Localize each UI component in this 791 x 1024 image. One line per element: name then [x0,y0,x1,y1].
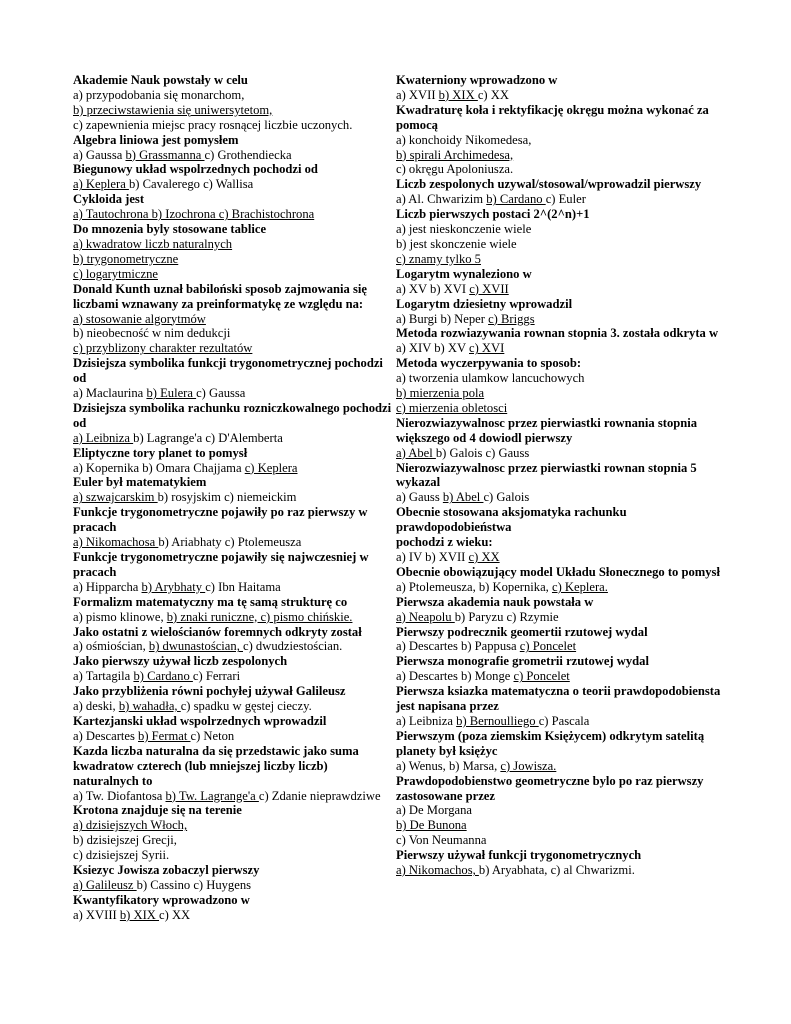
answer-line [73,207,395,222]
question-text: Nierozwiazywalnosc przez pierwiastki rownania stopnia większego od 4 dowiodl pierwszy [396,415,698,445]
answer-underlined: a) kwadratow liczb naturalnych [73,236,233,251]
question-block [73,446,395,476]
answer-text: b) Paryzu c) Rzymie [454,609,559,624]
answer-line [396,341,722,356]
answer-underlined: b) Fermat [138,728,191,743]
answer-text: c) XX [159,907,191,922]
answer-line [396,237,722,252]
question-text: Kazda liczba naturalna da się przedstawic jako suma kwadratow czterech (lub mniejszej liczby liczb) naturalnych to [73,743,359,788]
answer-text: b) rosyjskim c) niemeickim [157,490,297,505]
answer-line [73,535,395,550]
answer-line [73,833,395,848]
question-block [73,162,395,192]
answer-line [396,401,722,416]
answer-line [396,714,722,729]
question-text: Obecnie stosowana aksjomatyka rachunku prawdopodobieństwa pochodzi z wieku: [396,505,627,550]
question-text: Krotona znajduje się na terenie [73,803,242,818]
answer-underlined: a) Abel [396,445,436,460]
answer-underlined: c) Poncelet [519,639,577,654]
answer-underlined: b) Cardano [486,192,546,207]
question-text: Formalizm matematyczny ma tę samą strukturę co [73,594,348,609]
answer-line [396,282,722,297]
answer-text: c) Zdanie nieprawdziwe [258,788,381,803]
answer-underlined: c) Briggs [488,311,535,326]
answer-underlined: c) Keplera. [551,579,608,594]
answer-underlined: b) Abel [442,490,484,505]
question-block [73,73,395,133]
question-text: Pierwsza ksiazka matematyczna o teorii prawdopodobiensta jest napisana przez [396,684,721,714]
answer-text: a) jest nieskonczenie wiele [396,222,532,237]
answer-text: b) nieobecność w nim dedukcji [73,326,231,341]
question-text: Euler był matematykiem [73,475,207,490]
question-text: Algebra liniowa jest pomysłem [73,132,239,147]
answer-underlined: b) przeciwstawienia się uniwersytetom, [73,102,273,117]
question-block [396,595,722,625]
answer-underlined: b) trygonometryczne [73,251,179,266]
question-block [396,654,722,684]
answer-line [396,490,722,505]
question-block [73,222,395,282]
answer-text: c) Ferrari [192,669,241,684]
answer-underlined: a) dzisiejszych Włoch, [73,818,188,833]
right-column [396,73,722,878]
answer-text: a) Gauss [396,490,443,505]
question-block [73,505,395,550]
question-text: Dzisiejsza symbolika funkcji trygonometrycznej pochodzi od [73,356,383,386]
answer-text: a) Kopernika b) Omara Chajjama [73,460,245,475]
answer-line [73,237,395,252]
question-text: Pierwszym (poza ziemskim Księżycem) odkrytym satelitą planety był księżyc [396,728,705,758]
answer-line [396,312,722,327]
answer-line [396,162,722,177]
answer-text: a) XV b) XVI [396,281,470,296]
question-block [73,595,395,625]
question-block [73,133,395,163]
answer-line [396,610,722,625]
answer-line [396,446,722,461]
answer-text: a) Wenus, b) Marsa, [396,758,501,773]
answer-line [73,669,395,684]
answer-line [396,148,722,163]
question-block [396,297,722,327]
answer-line [396,133,722,148]
answer-line [396,222,722,237]
question-text: Ksiezyc Jowisza zobaczyl pierwszy [73,863,260,878]
question-text: Do mnozenia byly stosowane tablice [73,222,267,237]
answer-underlined: b) XIX [438,87,478,102]
question-text: Logarytm dziesietny wprowadzil [396,296,573,311]
answer-line [396,252,722,267]
answer-text: b) Galois c) Gauss [435,445,530,460]
answer-underlined: c) XX [468,550,500,564]
question-text: Liczb zespolonych uzywal/stosowal/wprowadzil pierwszy [396,177,702,192]
question-block [396,416,722,461]
answer-line [396,803,722,818]
answer-text: a) De Morgana [396,803,472,818]
answer-text: c) Galois [483,490,530,505]
question-text: Prawdopodobienstwo geometryczne bylo po raz pierwszy zastosowane przez [396,773,704,803]
question-text: Biegunowy układ wspolrzednych pochodzi od [73,162,318,177]
answer-underlined: b) De Bunona [396,818,467,833]
answer-text: c) dzisiejszej Syrii. [73,848,170,863]
answer-text: c) Neton [190,728,235,743]
answer-underlined: a) Nikomachos, [396,863,479,878]
answer-underlined: c) XVI [469,341,505,356]
answer-underlined: a) Galileusz [73,877,137,892]
answer-text: c) dwudziestościan. [243,639,343,654]
question-block [396,684,722,729]
answer-line [73,699,395,714]
answer-text: a) XVIII [73,907,120,922]
answer-text: c) XX [477,87,509,102]
answer-text: a) ośmiościan, [73,639,149,654]
question-block [396,326,722,356]
question-text: Funkcje trygonometryczne pojawiły po raz pierwszy w pracach [73,505,368,535]
question-text: Metoda rozwiazywania rownan stopnia 3. została odkryta w [396,326,719,341]
question-text: Funkcje trygonometryczne pojawiły się najwczesniej w pracach [73,550,369,579]
question-block [73,803,395,863]
question-block [396,73,722,103]
answer-line [396,550,722,565]
answer-line [396,833,722,848]
answer-line [73,818,395,833]
question-block [73,550,395,595]
answer-line [73,148,395,163]
answer-text: a) Gaussa [73,147,126,162]
question-block [73,744,395,804]
answer-text: c) Grothendiecka [204,147,292,162]
answer-line [73,848,395,863]
answer-line [73,789,395,804]
answer-line [73,88,395,103]
answer-text: a) deski, [73,699,119,714]
answer-line [396,818,722,833]
question-block [73,625,395,655]
answer-line [73,118,395,133]
answer-text: c) spadku w gęstej cieczy. [180,699,312,714]
answer-text: c) zapewnienia miejsc pracy rosnącej liczbie uczonych. [73,117,353,132]
answer-underlined: b) Cardano [133,669,193,684]
answer-text: a) pismo klinowe, [73,609,167,624]
answer-text: b) Aryabhata, c) al Chwarizmi. [478,863,635,878]
answer-line [73,326,395,341]
question-block [396,565,722,595]
answer-text: a) Descartes [73,728,139,743]
question-block [73,282,395,357]
question-block [396,461,722,506]
answer-underlined: b) spirali Archimedesa, [396,147,514,162]
answer-underlined: a) Nikomachosa [73,535,159,550]
answer-text: a) Leibniza [396,713,457,728]
question-text: Pierwsza akademia nauk powstała w [396,594,594,609]
answer-underlined: b) Bernoulliego [456,713,539,728]
answer-text: a) Tw. Diofantosa [73,788,166,803]
question-text: Kartezjanski układ wspolrzednych wprowadzil [73,713,327,728]
question-block [396,774,722,849]
answer-text: a) Descartes b) Monge [396,669,514,684]
question-text: Kwaterniony wprowadzono w [396,73,558,87]
answer-underlined: b) dwunastościan, [148,639,243,654]
answer-text: a) Ptolemeusza, b) Kopernika, [396,579,552,594]
answer-line [396,863,722,878]
answer-underlined: b) XIX [119,907,160,922]
answer-line [73,177,395,192]
question-block [73,401,395,446]
question-block [73,654,395,684]
question-text: Cykloida jest [73,192,145,207]
answer-underlined: b) Arybhaty [141,579,206,594]
question-text: Jako przybliżenia równi pochyłej używał Galileusz [73,684,346,699]
answer-line [73,252,395,267]
answer-line [73,312,395,327]
question-block [73,475,395,505]
answer-text: a) Descartes b) Pappusa [396,639,520,654]
question-text: Donald Kunth uznał babiloński sposob zajmowania się liczbami wznawany za preinformatykę ze względu na: [73,281,367,311]
answer-line [73,431,395,446]
answer-text: a) Al. Chwarizim [396,192,487,207]
answer-text: c) Ibn Haitama [205,579,281,594]
answer-underlined: b) Tw. Lagrange'a [165,788,259,803]
question-text: Jako pierwszy używał liczb zespolonych [73,654,288,669]
question-block [396,356,722,416]
question-block [396,103,722,178]
answer-text: b) Lagrange'a c) D'Alemberta [133,430,283,445]
answer-line [73,639,395,654]
left-column [73,73,395,923]
answer-line [396,88,722,103]
answer-underlined: b) znaki runiczne, c) pismo chińskie. [166,609,353,624]
answer-text: b) Ariabhaty c) Ptolemeusza [158,535,302,550]
question-text: Liczb pierwszych postaci 2^(2^n)+1 [396,207,590,222]
answer-underlined: a) Keplera [73,177,129,192]
answer-underlined: c) Keplera [244,460,298,475]
answer-text: a) Tartagila [73,669,134,684]
question-block [73,684,395,714]
answer-underlined: a) Neapolu [396,609,455,624]
answer-underlined: c) przyblizony charakter rezultatów [73,341,253,356]
question-text: Obecnie obowiązujący model Układu Słonecznego to pomysł [396,564,720,579]
question-block [73,356,395,401]
answer-underlined: b) Eulera [146,386,197,401]
answer-underlined: c) znamy tylko 5 [396,251,481,266]
answer-underlined: b) mierzenia pola [396,386,485,401]
answer-line [396,669,722,684]
answer-text: b) jest skonczenie wiele [396,236,517,251]
answer-underlined: c) Jowisza. [500,758,557,773]
answer-line [73,610,395,625]
question-text: Kwantyfikatory wprowadzono w [73,892,250,907]
answer-line [396,192,722,207]
answer-underlined: a) stosowanie algorytmów [73,311,206,326]
question-block [396,267,722,297]
answer-line [73,580,395,595]
question-text: Logarytm wynaleziono w [396,266,532,281]
answer-text: a) XIV b) XV [396,341,469,356]
question-block [396,848,722,878]
answer-text: a) przypodobania się monarchom, [73,87,245,102]
answer-line [73,267,395,282]
answer-underlined: a) Leibniza [73,430,134,445]
answer-line [73,103,395,118]
answer-underlined: c) Poncelet [513,669,570,684]
answer-underlined: b) wahadła, [118,699,181,714]
answer-text: a) Burgi b) Neper [396,311,489,326]
answer-text: c) okręgu Apoloniusza. [396,162,514,177]
question-text: Pierwszy używał funkcji trygonometrycznych [396,848,642,863]
question-block [396,505,722,565]
question-block [73,863,395,893]
question-text: Jako ostatni z wielościanów foremnych odkryty został [73,624,362,639]
question-text: Akademie Nauk powstały w celu [73,73,248,87]
question-text: Kwadraturę koła i rektyfikację okręgu można wykonać za pomocą [396,102,709,132]
question-block [396,177,722,207]
question-text: Pierwsza monografie grometrii rzutowej wydal [396,654,649,669]
answer-underlined: a) szwajcarskim [73,490,158,505]
answer-text: b) Cavalerego c) Wallisa [128,177,254,192]
answer-text: c) Von Neumanna [396,833,487,848]
question-block [396,625,722,655]
question-block [73,192,395,222]
answer-underlined: c) logarytmiczne [73,266,158,281]
answer-line [73,341,395,356]
question-text: Nierozwiazywalnosc przez pierwiastki rownan stopnia 5 wykazal [396,460,697,490]
answer-line [396,639,722,654]
answer-underlined: b) Grassmanna [125,147,205,162]
answer-text: c) Pascala [538,713,590,728]
answer-text: a) Hipparcha [73,579,142,594]
answer-line [73,908,395,923]
answer-line [73,461,395,476]
question-block [396,207,722,267]
question-text: Pierwszy podrecznik geomertii rzutowej wydal [396,624,648,639]
answer-text: a) Maclaurina [73,386,147,401]
question-block [73,893,395,923]
answer-text: b) dzisiejszej Grecji, [73,833,177,848]
answer-line [396,371,722,386]
answer-text: a) IV b) XVII [396,550,469,564]
question-block [396,729,722,774]
question-text: Eliptyczne tory planet to pomysł [73,445,248,460]
answer-underlined: c) XVII [469,281,509,296]
answer-line [73,386,395,401]
answer-text: b) Cassino c) Huygens [136,877,252,892]
answer-line [73,729,395,744]
answer-line [73,490,395,505]
question-block [73,714,395,744]
answer-line [396,759,722,774]
answer-text: c) Gaussa [196,386,246,401]
answer-underlined: a) Tautochrona b) Izochrona c) Brachistochrona [73,207,315,222]
answer-line [73,878,395,893]
answer-underlined: c) mierzenia obletosci [396,400,508,415]
answer-text: a) tworzenia ulamkow lancuchowych [396,371,585,386]
question-text: Metoda wyczerpywania to sposob: [396,356,582,371]
answer-text: a) konchoidy Nikomedesa, [396,132,532,147]
answer-text: a) XVII [396,87,439,102]
answer-text: c) Euler [545,192,586,207]
question-text: Dzisiejsza symbolika rachunku rozniczkowalnego pochodzi od [73,400,392,430]
answer-line [396,386,722,401]
answer-line [396,580,722,595]
